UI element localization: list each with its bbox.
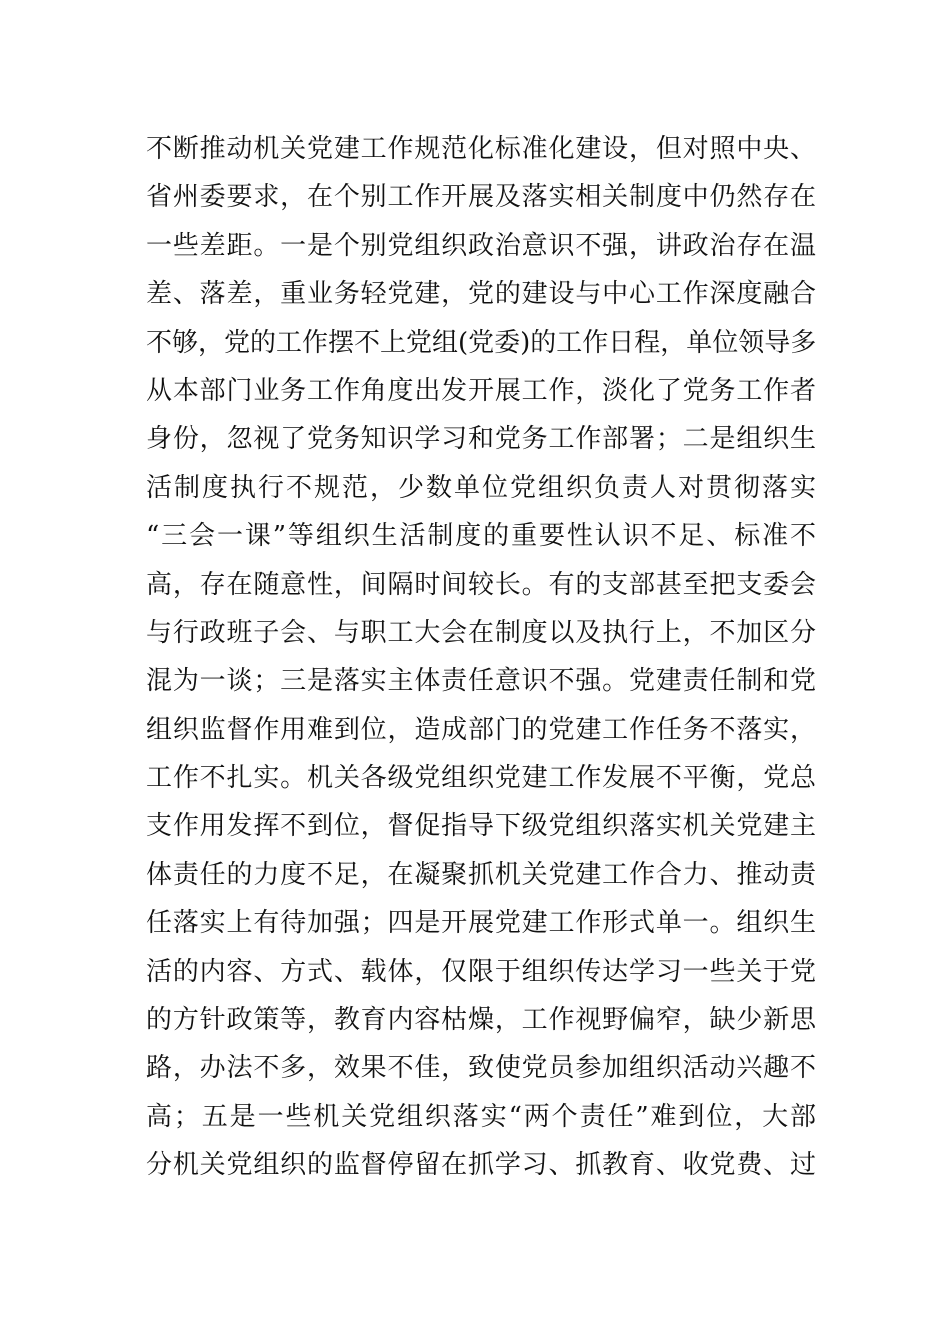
text-line: 差、落差，重业务轻党建，党的建设与中心工作深度融合 [146, 279, 816, 310]
text-line: 与行政班子会、与职工大会在制度以及执行上，不加区分 [146, 617, 816, 648]
text-line: 不断推动机关党建工作规范化标准化建设，但对照中央、 [146, 134, 816, 164]
text-line: 不够，党的工作摆不上党组(党委)的工作日程，单位领导多 [146, 327, 816, 358]
text-line: 省州委要求，在个别工作开展及落实相关制度中仍然存在 [146, 182, 816, 213]
text-line: 组织监督作用难到位，造成部门的党建工作任务不落实， [146, 714, 816, 745]
text-line: 支作用发挥不到位，督促指导下级党组织落实机关党建主 [146, 811, 816, 842]
text-line: “三会一课”等组织生活制度的重要性认识不足、标准不 [146, 521, 816, 552]
text-line: 从本部门业务工作角度出发开展工作，淡化了党务工作者 [146, 375, 816, 406]
text-line: 活制度执行不规范，少数单位党组织负责人对贯彻落实 [146, 472, 816, 503]
text-line: 高；五是一些机关党组织落实“两个责任”难到位，大部 [146, 1101, 816, 1132]
text-line: 任落实上有待加强；四是开展党建工作形式单一。组织生 [146, 908, 816, 939]
text-line: 活的内容、方式、载体，仅限于组织传达学习一些关于党 [146, 956, 816, 987]
text-line: 路，办法不多，效果不佳，致使党员参加组织活动兴趣不 [146, 1053, 816, 1084]
text-line: 一些差距。一是个别党组织政治意识不强，讲政治存在温 [146, 230, 816, 261]
text-line: 高，存在随意性，间隔时间较长。有的支部甚至把支委会 [146, 569, 816, 600]
text-line: 混为一谈；三是落实主体责任意识不强。党建责任制和党 [146, 666, 816, 697]
body-paragraph [146, 125, 816, 1190]
text-line: 体责任的力度不足，在凝聚抓机关党建工作合力、推动责 [146, 859, 816, 890]
text-line: 身份，忽视了党务知识学习和党务工作部署；二是组织生 [146, 424, 816, 455]
text-line: 分机关党组织的监督停留在抓学习、抓教育、收党费、过 [146, 1150, 816, 1181]
text-line: 的方针政策等，教育内容枯燥，工作视野偏窄，缺少新思 [146, 1005, 816, 1036]
text-line: 工作不扎实。机关各级党组织党建工作发展不平衡，党总 [146, 763, 816, 794]
